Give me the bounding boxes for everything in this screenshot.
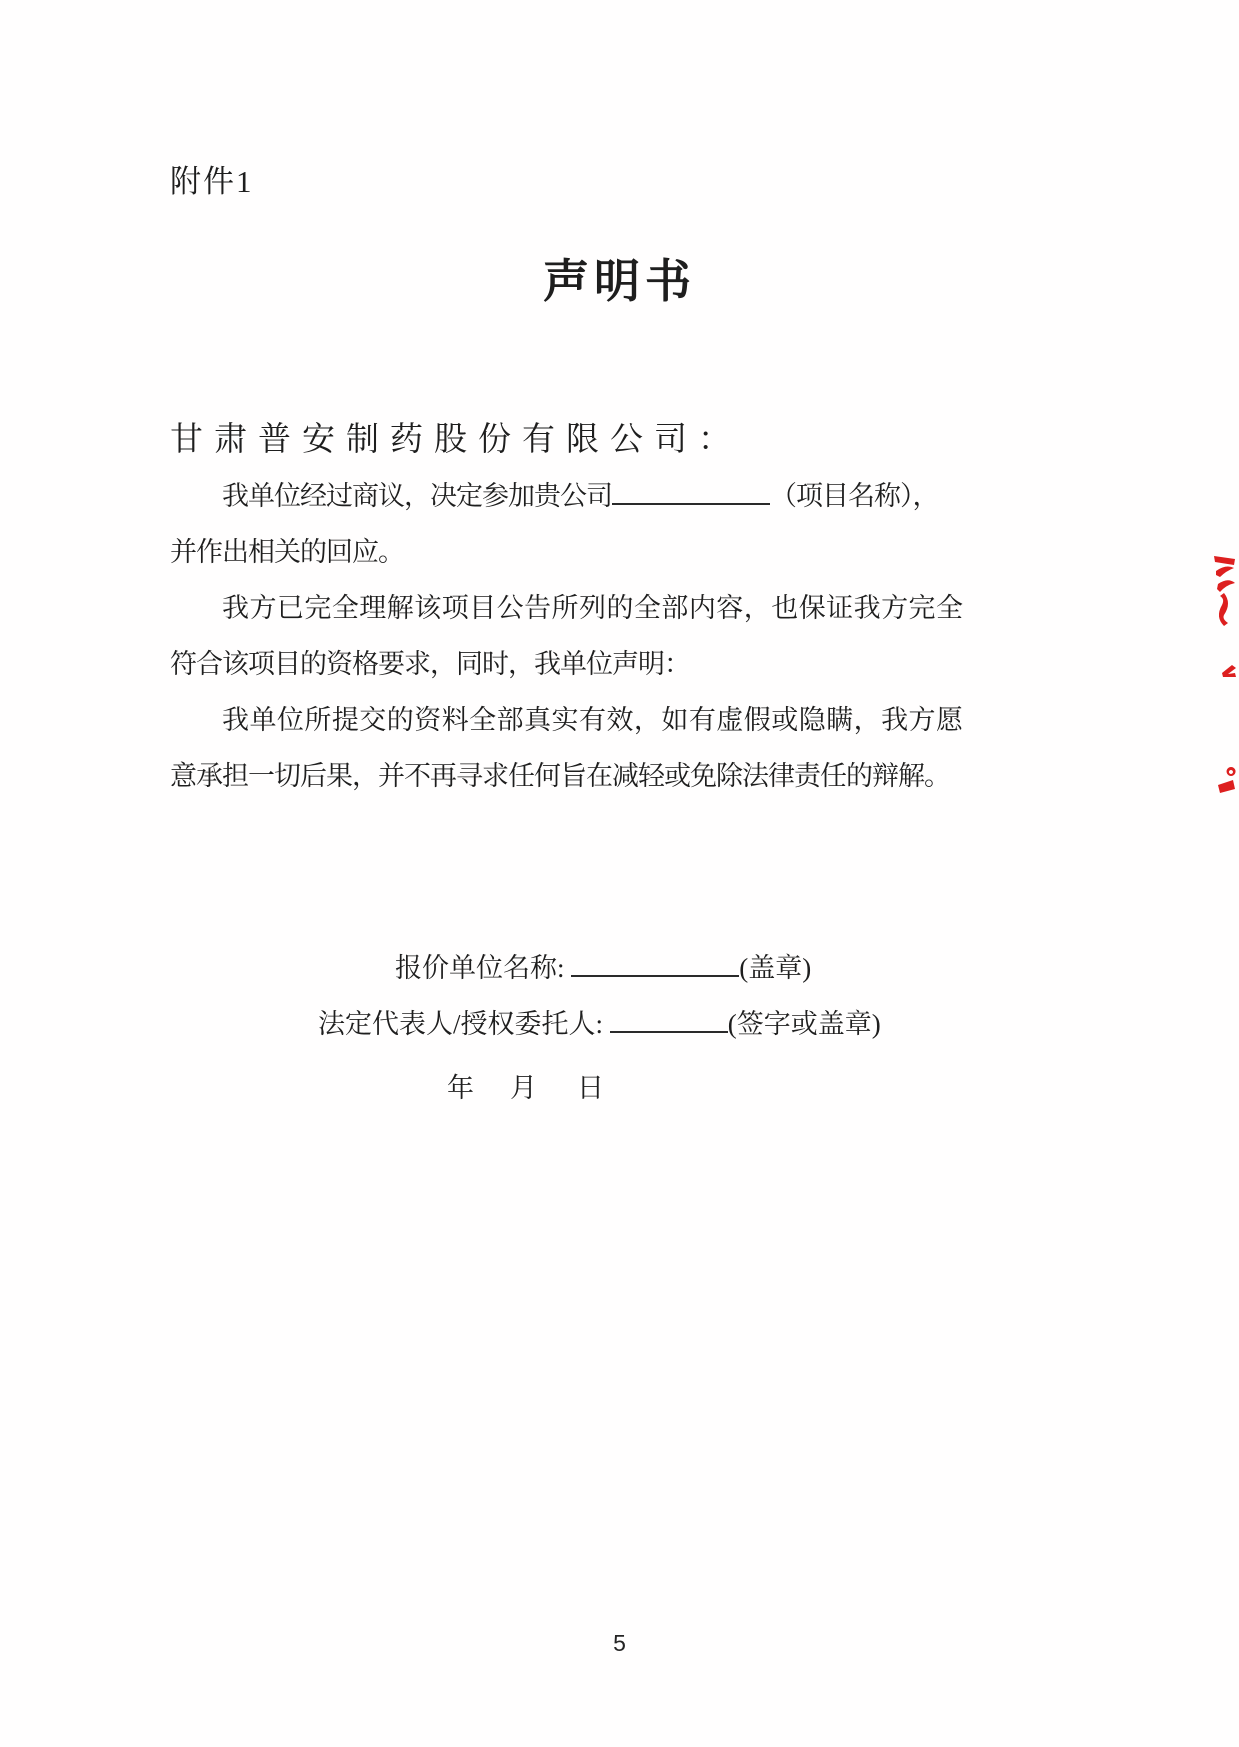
body-line-project xyxy=(170,468,962,524)
body-line-qualify: 符合该项目的资格要求，同时，我单位声明： xyxy=(170,649,690,679)
attachment-label: 附件1 xyxy=(170,164,254,199)
body-line-truthful: 我单位所提交的资料全部真实有效，如有虚假或隐瞒，我方愿 xyxy=(222,705,962,735)
salutation-line: 甘肃普安制药股份有限公司： xyxy=(170,422,742,458)
project-name-blank xyxy=(612,499,770,505)
company-seal-note: (盖章) xyxy=(739,953,812,983)
red-seal-edge-mark-top xyxy=(1211,553,1237,627)
representative-label: 法定代表人/授权委托人: xyxy=(318,1009,604,1039)
body-line-response: 并作出相关的回应。 xyxy=(170,537,404,567)
signature-company-line xyxy=(395,948,811,988)
body-line-project-pre: 我单位经过商议，决定参加贵公司 xyxy=(222,481,612,511)
date-month-label: 月 xyxy=(510,1073,537,1103)
signature-representative-line xyxy=(318,1004,881,1044)
body-line-understand: 我方已完全理解该项目公告所列的全部内容，也保证我方完全 xyxy=(222,593,962,623)
date-day-label: 日 xyxy=(577,1073,604,1103)
body-line-liability: 意承担一切后果，并不再寻求任何旨在减轻或免除法律责任的辩解。 xyxy=(170,761,950,791)
body-text xyxy=(170,412,962,804)
red-seal-edge-mark-middle xyxy=(1221,663,1237,679)
representative-seal-note: (签字或盖章) xyxy=(727,1009,881,1039)
company-name-blank xyxy=(571,971,739,977)
company-name-label: 报价单位名称: xyxy=(395,953,565,983)
body-line-project-post: （项目名称）， xyxy=(770,481,939,511)
red-seal-edge-mark-bottom xyxy=(1216,766,1238,796)
date-year-label: 年 xyxy=(447,1073,474,1103)
page-number: 5 xyxy=(613,1630,626,1656)
date-line xyxy=(447,1068,604,1108)
page-title: 声明书 xyxy=(543,256,696,307)
representative-blank xyxy=(610,1027,728,1033)
